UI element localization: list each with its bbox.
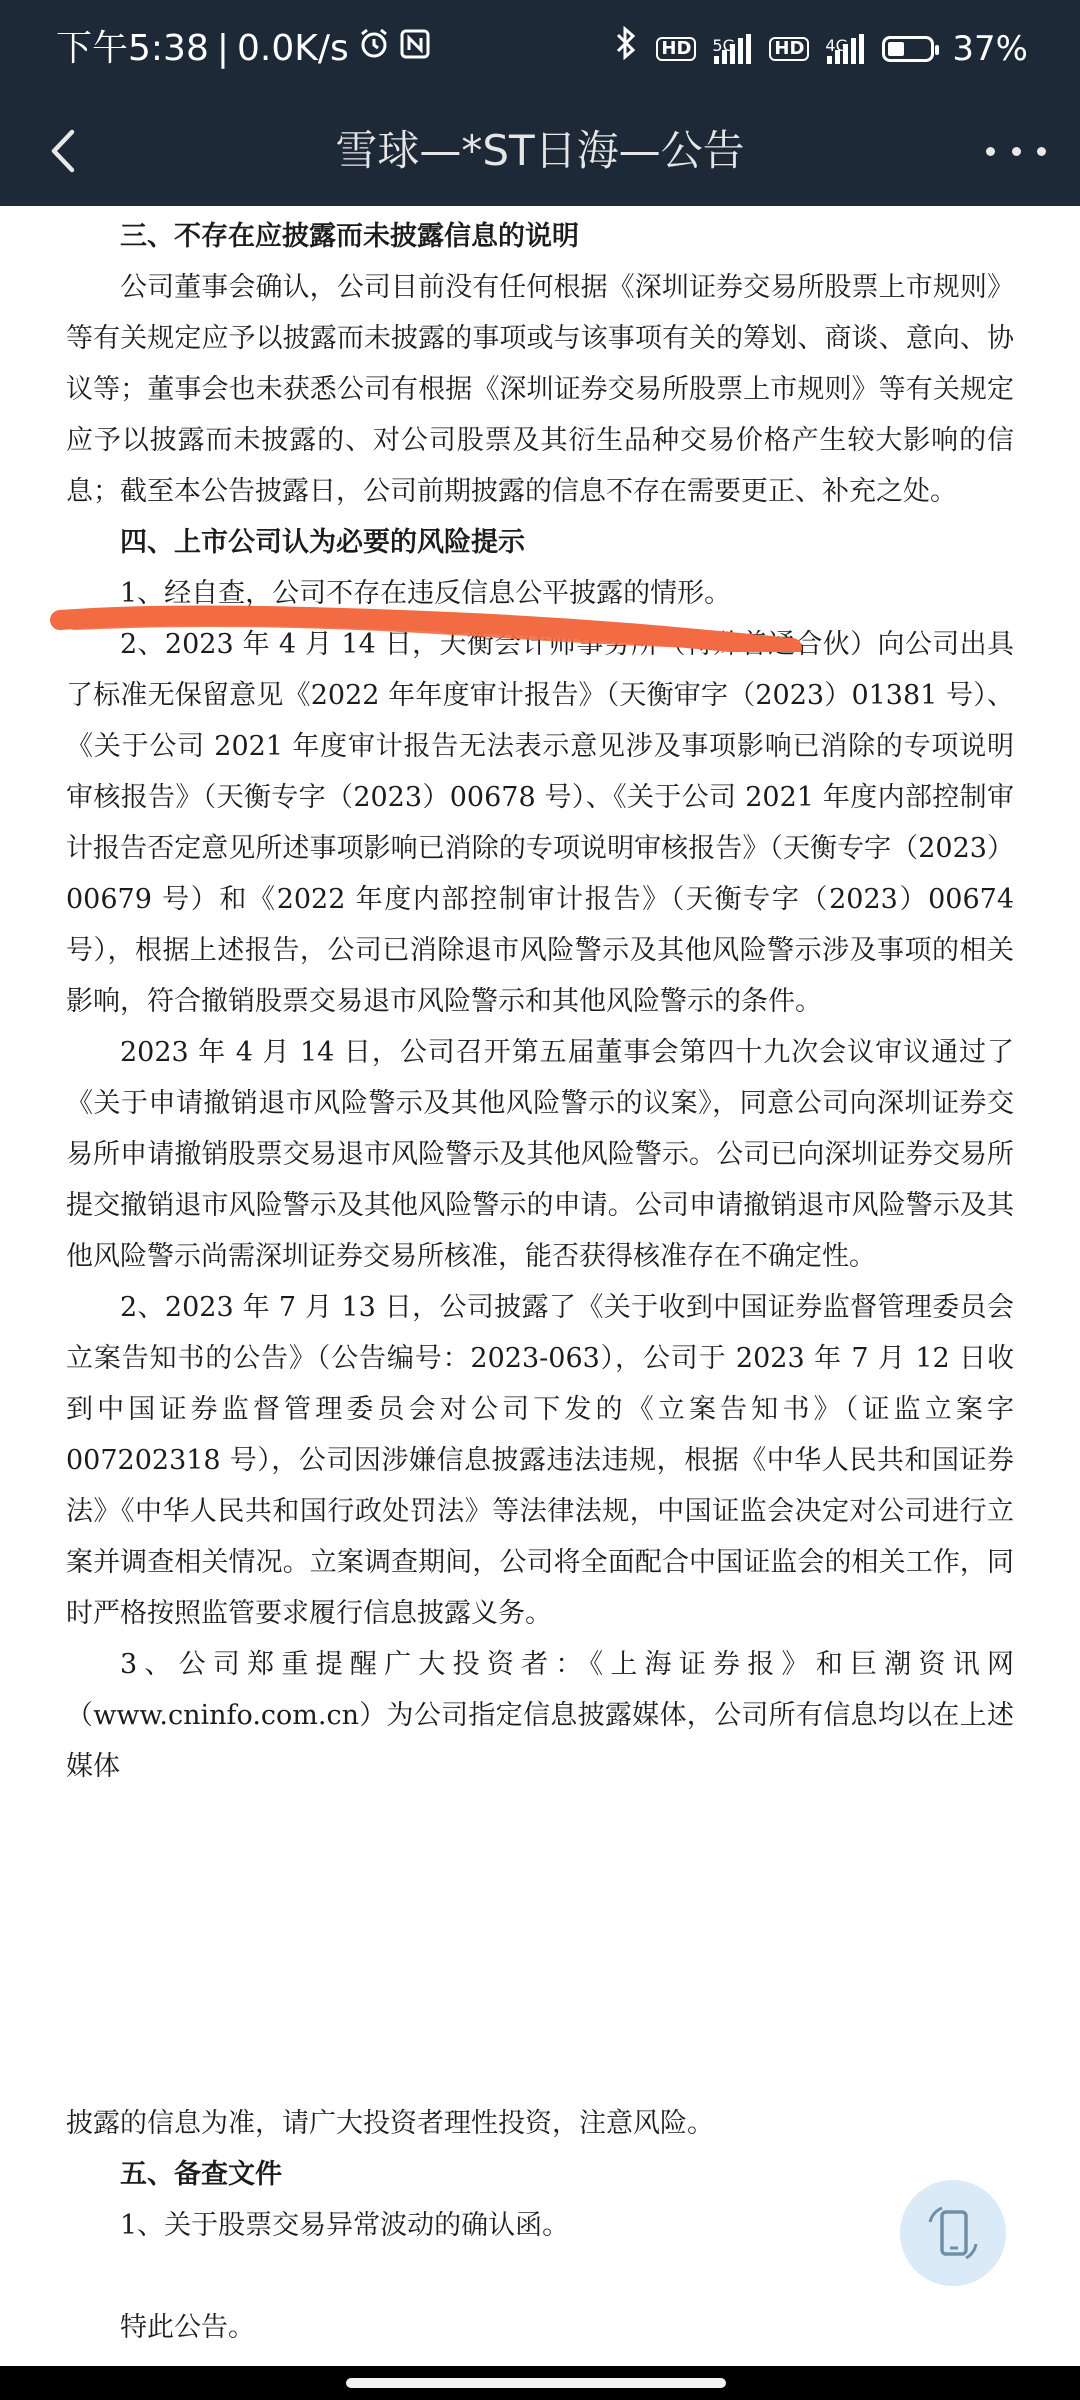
status-right bbox=[614, 26, 1028, 71]
section-heading-5: 五、备查文件 bbox=[120, 2159, 282, 2190]
separator: | bbox=[216, 27, 229, 69]
clock: 下午5:38 bbox=[56, 27, 209, 69]
phone-rotate-icon bbox=[924, 2202, 982, 2264]
paragraph-risk-1: 1、经自查，公司不存在违反信息公平披露的情形。 bbox=[120, 578, 732, 609]
more-options-icon[interactable] bbox=[986, 126, 1046, 176]
closing-statement: 特此公告。 bbox=[120, 2312, 255, 2343]
bluetooth-icon bbox=[614, 26, 638, 71]
rotate-screen-button[interactable] bbox=[900, 2180, 1006, 2286]
battery-icon bbox=[882, 36, 934, 62]
redaction-scribble bbox=[50, 592, 810, 652]
net-speed: 0.0K/s bbox=[236, 27, 349, 69]
section-heading-4: 四、上市公司认为必要的风险提示 bbox=[120, 527, 525, 558]
nav-bar bbox=[0, 96, 1080, 206]
status-left bbox=[56, 26, 431, 71]
back-icon[interactable] bbox=[36, 124, 90, 178]
battery-level: 37% bbox=[952, 28, 1028, 69]
sim1-network-type: 5G bbox=[712, 35, 735, 55]
status-bar bbox=[0, 0, 1080, 96]
section-heading-3: 三、不存在应披露而未披露信息的说明 bbox=[120, 221, 579, 252]
hd-icon-2: HD bbox=[769, 37, 809, 61]
signal-sim1-icon bbox=[714, 34, 751, 64]
paragraph-risk-4-media: 3、公司郑重提醒广大投资者：《上海证券报》和巨潮资讯网（www.cninfo.com.cn）为公司指定信息披露媒体，公司所有信息均以在上述媒体 bbox=[66, 1649, 1014, 1782]
paragraph-risk-2-board: 2023 年 4 月 14 日，公司召开第五届董事会第四十九次会议审议通过了《关于申请撤销退市风险警示及其他风险警示的议案》，同意公司向深圳证券交易所申请撤销股票交易退市风险警示及其他风险警示。公司已向深圳证券交易所提交撤销退市风险警示及其他风险警示的申请。公司申请撤销退市风险警示及其他风险警示尚需深圳证券交易所核准，能否获得核准存在不确定性。 bbox=[66, 1037, 1014, 1272]
paragraph-reference-file: 1、关于股票交易异常波动的确认函。 bbox=[120, 2210, 570, 2241]
home-gesture-bar[interactable] bbox=[346, 2378, 726, 2388]
nfc-icon bbox=[399, 27, 431, 71]
page-title: 雪球—*ST日海—公告 bbox=[335, 126, 745, 175]
paragraph-risk-3-investigation: 2、2023 年 7 月 13 日，公司披露了《关于收到中国证券监督管理委员会立案告知书的公告》（公告编号：2023-063），公司于 2023 年 7 月 12 日收到中国证券监督管理委员会对公司下发的《立案告知书》（证监立案字 007202318 号），公司因涉嫌信息披露违法违规，根据《中华人民共和国证券法》《中华人民共和国行政处罚法》等法律法规，中国证监会决定对公司进行立案并调查相关情况。立案调查期间，公司将全面配合中国证监会的相关工作，同时严格按照监管要求履行信息披露义务。 bbox=[66, 1292, 1014, 1629]
paragraph-risk-2: 2、2023 年 4 月 14 日，天衡会计师事务所（特殊普通合伙）向公司出具了标准无保留意见《2022 年年度审计报告》（天衡审字（2023）01381 号）、《关于公司 2021 年度审计报告无法表示意见涉及事项影响已消除的专项说明审核报告》（天衡专字（2023）00678 号）、《关于公司 2021 年度内部控制审计报告否定意见所述事项影响已消除的专项说明审核报告》（天衡专字（2023）00679 号）和《2022 年度内部控制审计报告》（天衡专字（2023）00674 号），根据上述报告，公司已消除退市风险警示及其他风险警示涉及事项的相关影响，符合撤销股票交易退市风险警示和其他风险警示的条件。 bbox=[66, 629, 1014, 1017]
alarm-icon bbox=[357, 26, 391, 71]
sim2-network-type: 4G bbox=[825, 35, 848, 55]
signal-sim2-icon bbox=[827, 34, 864, 64]
home-indicator bbox=[0, 2366, 1080, 2400]
paragraph-risk-4-continued: 披露的信息为准，请广大投资者理性投资，注意风险。 bbox=[66, 2108, 714, 2139]
hd-icon: HD bbox=[656, 37, 696, 61]
paragraph-disclosure-statement: 公司董事会确认，公司目前没有任何根据《深圳证券交易所股票上市规则》等有关规定应予以披露而未披露的事项或与该事项有关的筹划、商谈、意向、协议等；董事会也未获悉公司有根据《深圳证券交易所股票上市规则》等有关规定应予以披露而未披露的、对公司股票及其衍生品种交易价格产生较大影响的信息；截至本公告披露日，公司前期披露的信息不存在需要更正、补充之处。 bbox=[66, 272, 1014, 507]
